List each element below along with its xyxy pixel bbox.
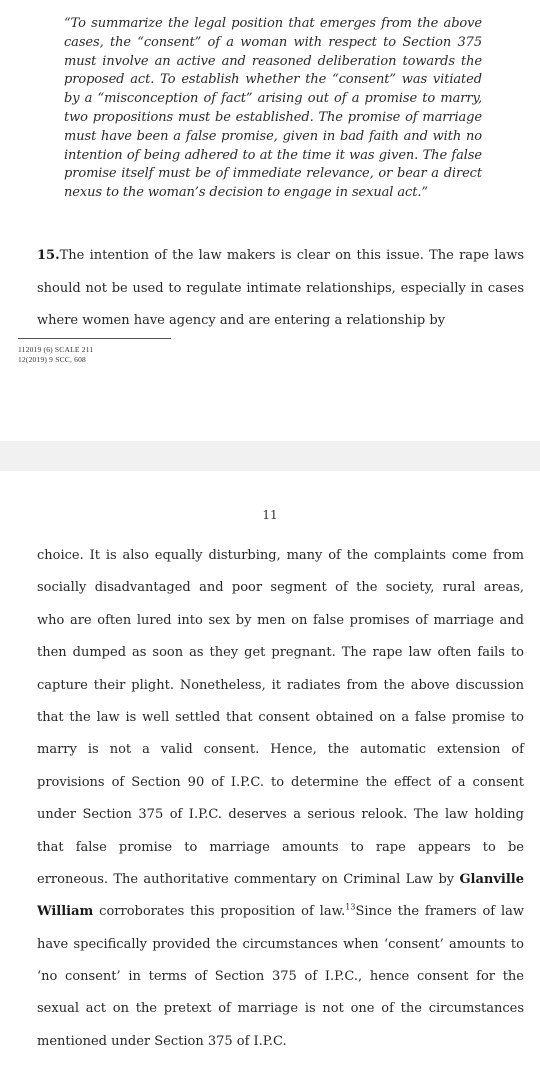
footnote-separator [18, 338, 171, 339]
body-line: provisions of Section 90 of I.P.C. to determine the effect of a consent [37, 774, 524, 790]
body-line [37, 864, 524, 896]
footnote-ref-13: 13 [345, 902, 356, 912]
page-number: 11 [262, 508, 278, 522]
paragraph-15-text: The intention of the law makers is clear on this issue. The rape laws should not be used to regulate intimate relationships, especially in cases where women have agency and are entering a relationship by [37, 248, 524, 328]
body-line: have specifically provided the circumstances when ‘consent’ amounts to [37, 936, 524, 952]
body-line: then dumped as soon as they get pregnant. The rape law often fails to [37, 645, 524, 661]
body-line-text: corroborates this proposition of law. [93, 904, 346, 920]
footnotes [18, 345, 93, 364]
author-name-bold: Glanville [459, 871, 524, 887]
paragraph-number: 15. [37, 248, 60, 263]
body-line: capture their plight. Nonetheless, it radiates from the above discussion [37, 677, 524, 693]
body-line: under Section 375 of I.P.C. deserves a serious relook. The law holding [37, 807, 524, 823]
body-line [37, 896, 524, 928]
body-line: socially disadvantaged and poor segment of the society, rural areas, [37, 580, 524, 596]
body-line: that the law is well settled that consent obtained on a false promise to [37, 709, 524, 725]
body-line: sexual act on the pretext of marriage is not one of the circumstances [37, 1001, 524, 1017]
footnote-11: 112019 (6) SCALE 211 [18, 345, 94, 354]
body-line-text: erroneous. The authoritative commentary on Criminal Law by [37, 871, 460, 887]
block-quote: “To summarize the legal position that emerges from the above cases, the “consent” of a woman with respect to Section 375 must involve an active and reasoned deliberation towards the proposed act. To establish whether the “consent” was vitiated by a “misconception of fact” arising out of a promise to marry, two propositions must be established. The promise of marriage must have been a false promise, given in bad faith and with no intention of being adhered to at the time it was given. The false promise itself must be of immediate relevance, or bear a direct nexus to the woman’s decision to engage in sexual act.” [64, 16, 482, 201]
paragraph-15 [37, 240, 524, 338]
page-break [0, 441, 540, 471]
author-surname-bold: William [37, 904, 94, 920]
body-line: marry is not a valid consent. Hence, the automatic extension of [37, 742, 524, 758]
body-line: choice. It is also equally disturbing, many of the complaints come from [37, 548, 524, 563]
body-line: that false promise to marriage amounts to rape appears to be [37, 839, 524, 855]
upper-page [0, 0, 540, 441]
body-line: who are often lured into sex by men on false promises of marriage and [37, 612, 524, 628]
footnote-12: 12(2019) 9 SCC, 608 [18, 354, 86, 364]
body-line: mentioned under Section 375 of I.P.C. [37, 1033, 287, 1049]
body-line: ‘no consent’ in terms of Section 375 of I.P.C., hence consent for the [37, 969, 524, 985]
body-line-text: Since the framers of law [355, 904, 524, 920]
body-text [37, 540, 524, 1058]
